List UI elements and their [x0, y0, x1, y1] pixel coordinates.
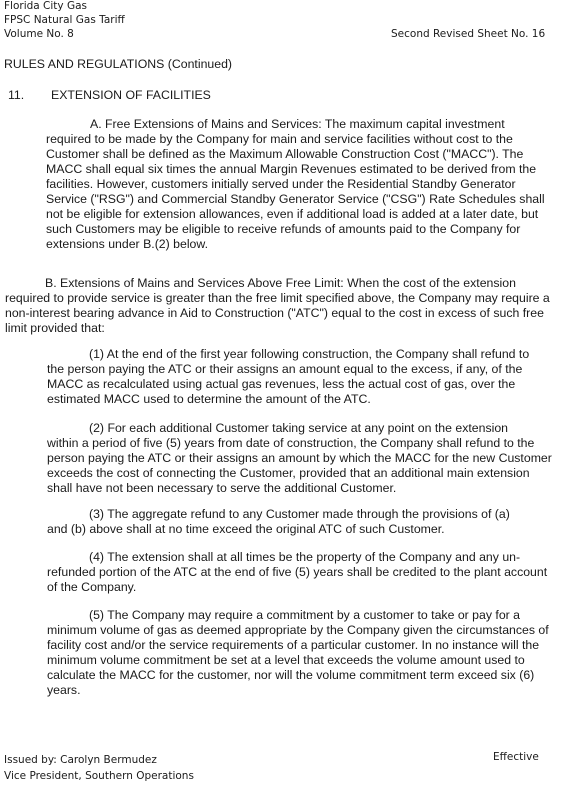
paragraph-b-line: required to provide service is greater than the free limit specified above, the Company may require a: [5, 291, 550, 305]
item-number: 11.: [8, 88, 25, 102]
subparagraph-line: calculate the MACC for the customer, nor will the volume commitment term exceed six (6): [47, 668, 535, 682]
paragraph-a-line: required to be made by the Company for main and service facilities without cost to the: [46, 132, 513, 146]
subparagraph-5: [47, 608, 549, 698]
paragraph-b-line: non-interest bearing advance in Aid to Construction ("ATC") equal to the cost in excess of such free: [5, 306, 544, 320]
subparagraph-line: (2) For each additional Customer taking service at any point on the extension: [89, 421, 509, 435]
paragraph-a-line: MACC shall equal six times the annual Margin Revenues estimated to be derived from the: [46, 162, 537, 176]
subparagraph-line: and (b) above shall at no time exceed the original ATC of such Customer.: [47, 522, 445, 536]
subparagraph-1: [47, 347, 529, 407]
subparagraph-line: of the Company.: [47, 580, 137, 594]
item-title: EXTENSION OF FACILITIES: [51, 88, 211, 102]
paragraph-a-line: Service ("RSG") and Commercial Standby Generator Service ("CSG") Rate Schedules shall: [46, 192, 545, 206]
section-title: RULES AND REGULATIONS (Continued): [4, 57, 233, 71]
subparagraph-line: minimum volume of gas as deemed appropriate by the Company given the circumstances of: [47, 623, 549, 637]
subparagraph-4: [47, 550, 547, 595]
paragraph-a-line: extensions under B.(2) below.: [46, 237, 209, 251]
subparagraph-line: minimum volume commitment be set at a level that exceeds the volume amount used to: [47, 653, 525, 667]
subparagraph-line: MACC as recalculated using actual gas revenues, less the actual cost of gas, over the: [47, 377, 516, 391]
issuer-title: Vice President, Southern Operations: [4, 770, 194, 782]
subparagraph-3: [47, 507, 510, 537]
effective-label: Effective: [493, 751, 539, 763]
issued-by: Issued by: Carolyn Bermudez: [4, 754, 157, 766]
subparagraph-line: refunded portion of the ATC at the end of five (5) years shall be credited to the plant account: [47, 565, 548, 579]
subparagraph-line: the person paying the ATC or their assigns an amount equal to the excess, if any, of the: [47, 362, 523, 376]
paragraph-a-line: such Customers may be eligible to receive refunds of amounts paid to the Company for: [46, 222, 521, 236]
paragraph-b-line: B. Extensions of Mains and Services Above Free Limit: When the cost of the extension: [45, 276, 516, 290]
subparagraph-line: (3) The aggregate refund to any Customer made through the provisions of (a): [89, 507, 510, 521]
subparagraph-line: (5) The Company may require a commitment by a customer to take or pay for a: [89, 608, 521, 622]
subparagraph-line: (4) The extension shall at all times be the property of the Company and any un-: [89, 550, 521, 564]
paragraph-a-line: facilities. However, customers initially served under the Residential Standby Generator: [46, 177, 516, 191]
sheet-number: Second Revised Sheet No. 16: [391, 28, 546, 40]
subparagraph-line: within a period of five (5) years from date of construction, the Company shall refund to the: [47, 436, 535, 450]
subparagraph-line: years.: [47, 683, 81, 697]
subparagraph-line: shall have not been necessary to serve the additional Customer.: [47, 481, 397, 495]
subparagraph-line: exceeds the cost of connecting the Customer, provided that an additional main extension: [47, 466, 530, 480]
subparagraph-2: [47, 421, 552, 496]
paragraph-a-line: not be eligible for extension allowances, even if additional load is added at a later date, but: [46, 207, 539, 221]
paragraph-a-line: Customer shall be defined as the Maximum Allowable Construction Cost ("MACC"). The: [46, 147, 524, 161]
subparagraph-line: (1) At the end of the first year following construction, the Company shall refund to: [89, 347, 530, 361]
paragraph-b: [5, 276, 550, 336]
paragraph-b-line: limit provided that:: [5, 321, 105, 335]
tariff-name: FPSC Natural Gas Tariff: [4, 14, 125, 26]
subparagraph-line: facility cost and/or the service requirements of a particular customer. In no instance will the: [47, 638, 540, 652]
paragraph-a-line: A. Free Extensions of Mains and Services: The maximum capital investment: [90, 117, 505, 131]
subparagraph-line: estimated MACC used to determine the amount of the ATC.: [47, 392, 371, 406]
company-name: Florida City Gas: [4, 0, 88, 12]
paragraph-a: [46, 117, 545, 252]
volume-number: Volume No. 8: [4, 28, 74, 40]
subparagraph-line: person paying the ATC or their assigns an amount by which the MACC for the new Customer: [47, 451, 552, 465]
